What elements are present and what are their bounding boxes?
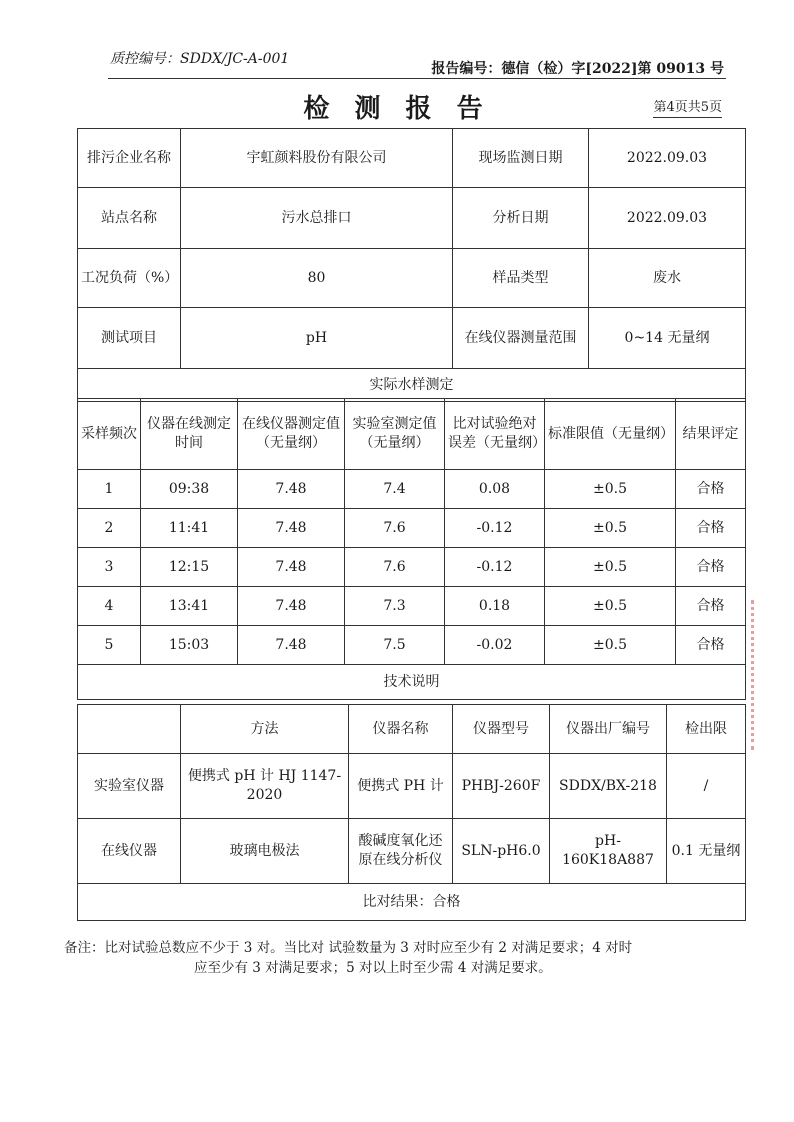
std-limit: ±0.5 xyxy=(545,626,676,665)
lab-value: 7.3 xyxy=(345,587,445,626)
measure-time: 15:03 xyxy=(141,626,238,665)
header-divider xyxy=(108,78,726,79)
std-limit: ±0.5 xyxy=(545,587,676,626)
instrument-model: PHBJ-260F xyxy=(453,754,550,819)
online-value: 7.48 xyxy=(238,626,345,665)
section-title-sample: 实际水样测定 xyxy=(78,369,746,402)
table-row xyxy=(78,548,746,587)
tech-table xyxy=(77,704,746,921)
table-header-row xyxy=(78,399,746,470)
col-header: 检出限 xyxy=(667,705,746,754)
lab-value: 7.6 xyxy=(345,548,445,587)
info-row xyxy=(78,308,746,369)
table-header-row xyxy=(78,705,746,754)
result: 合格 xyxy=(676,509,746,548)
seal-stamp-edge xyxy=(751,600,784,750)
monitor-date-value: 2022.09.03 xyxy=(589,129,746,188)
comparison-conclusion: 比对结果：合格 xyxy=(78,884,746,921)
result: 合格 xyxy=(676,470,746,509)
std-limit: ±0.5 xyxy=(545,509,676,548)
table-row xyxy=(78,754,746,819)
lab-value: 7.5 xyxy=(345,626,445,665)
remarks xyxy=(64,938,730,978)
page-title: 检 测 报 告 xyxy=(303,94,491,124)
col-header: 比对试验绝对误差（无量纲） xyxy=(445,399,545,470)
col-header: 在线仪器测定值（无量纲） xyxy=(238,399,345,470)
test-item-label: 测试项目 xyxy=(78,308,181,369)
result: 合格 xyxy=(676,548,746,587)
online-value: 7.48 xyxy=(238,587,345,626)
table-row xyxy=(78,587,746,626)
instrument-name: 便携式 PH 计 xyxy=(349,754,453,819)
table-row xyxy=(78,626,746,665)
test-item-value: pH xyxy=(181,308,453,369)
analysis-date-label: 分析日期 xyxy=(453,188,589,249)
serial-number: SDDX/BX-218 xyxy=(550,754,667,819)
col-header: 实验室测定值（无量纲） xyxy=(345,399,445,470)
report-number: 报告编号：德信（检）字[2022]第 09013 号 xyxy=(431,61,724,77)
range-value: 0~14 无量纲 xyxy=(589,308,746,369)
monitor-date-label: 现场监测日期 xyxy=(453,129,589,188)
result: 合格 xyxy=(676,626,746,665)
col-header: 方法 xyxy=(181,705,349,754)
measure-time: 09:38 xyxy=(141,470,238,509)
col-header: 仪器出厂编号 xyxy=(550,705,667,754)
lab-value: 7.4 xyxy=(345,470,445,509)
result: 合格 xyxy=(676,587,746,626)
instrument-type: 实验室仪器 xyxy=(78,754,181,819)
measure-time: 11:41 xyxy=(141,509,238,548)
col-header: 标准限值（无量纲） xyxy=(545,399,676,470)
sample-no: 4 xyxy=(78,587,141,626)
method: 玻璃电极法 xyxy=(181,819,349,884)
instrument-name: 酸碱度氧化还原在线分析仪 xyxy=(349,819,453,884)
col-header: 仪器名称 xyxy=(349,705,453,754)
serial-number: pH-160K18A887 xyxy=(550,819,667,884)
sample-no: 5 xyxy=(78,626,141,665)
sample-type-value: 废水 xyxy=(589,249,746,308)
sample-no: 3 xyxy=(78,548,141,587)
instrument-type: 在线仪器 xyxy=(78,819,181,884)
sample-type-label: 样品类型 xyxy=(453,249,589,308)
analysis-date-value: 2022.09.03 xyxy=(589,188,746,249)
remarks-line-2: 应至少有 3 对满足要求；5 对以上时至少需 4 对满足要求。 xyxy=(194,960,552,976)
online-value: 7.48 xyxy=(238,548,345,587)
detection-limit: 0.1 无量纲 xyxy=(667,819,746,884)
detection-limit: / xyxy=(667,754,746,819)
info-row xyxy=(78,249,746,308)
col-header: 仪器在线测定时间 xyxy=(141,399,238,470)
std-limit: ±0.5 xyxy=(545,470,676,509)
table-row xyxy=(78,509,746,548)
table-row xyxy=(78,819,746,884)
abs-error: -0.12 xyxy=(445,509,545,548)
basic-info-table xyxy=(77,128,746,402)
measure-time: 13:41 xyxy=(141,587,238,626)
sample-no: 2 xyxy=(78,509,141,548)
info-row xyxy=(78,188,746,249)
sample-no: 1 xyxy=(78,470,141,509)
qc-number: 质控编号：SDDX/JC-A-001 xyxy=(110,51,290,67)
remarks-line-1: 备注：比对试验总数应不少于 3 对。当比对 试验数量为 3 对时应至少有 2 对满足要求；4 对时 xyxy=(64,940,633,956)
measure-time: 12:15 xyxy=(141,548,238,587)
site-value: 污水总排口 xyxy=(181,188,453,249)
col-header: 采样频次 xyxy=(78,399,141,470)
info-row xyxy=(78,129,746,188)
std-limit: ±0.5 xyxy=(545,548,676,587)
page-number: 第4页共5页 xyxy=(653,96,722,118)
lab-value: 7.6 xyxy=(345,509,445,548)
section-title-tech: 技术说明 xyxy=(78,665,746,700)
load-label: 工况负荷（%） xyxy=(78,249,181,308)
instrument-model: SLN-pH6.0 xyxy=(453,819,550,884)
corner-cell xyxy=(78,705,181,754)
online-value: 7.48 xyxy=(238,470,345,509)
company-label: 排污企业名称 xyxy=(78,129,181,188)
col-header: 结果评定 xyxy=(676,399,746,470)
abs-error: -0.02 xyxy=(445,626,545,665)
load-value: 80 xyxy=(181,249,453,308)
range-label: 在线仪器测量范围 xyxy=(453,308,589,369)
method: 便携式 pH 计 HJ 1147-2020 xyxy=(181,754,349,819)
table-row xyxy=(78,470,746,509)
online-value: 7.48 xyxy=(238,509,345,548)
abs-error: 0.18 xyxy=(445,587,545,626)
measurement-table xyxy=(77,398,746,700)
site-label: 站点名称 xyxy=(78,188,181,249)
company-value: 宇虹颜料股份有限公司 xyxy=(181,129,453,188)
col-header: 仪器型号 xyxy=(453,705,550,754)
abs-error: -0.12 xyxy=(445,548,545,587)
abs-error: 0.08 xyxy=(445,470,545,509)
